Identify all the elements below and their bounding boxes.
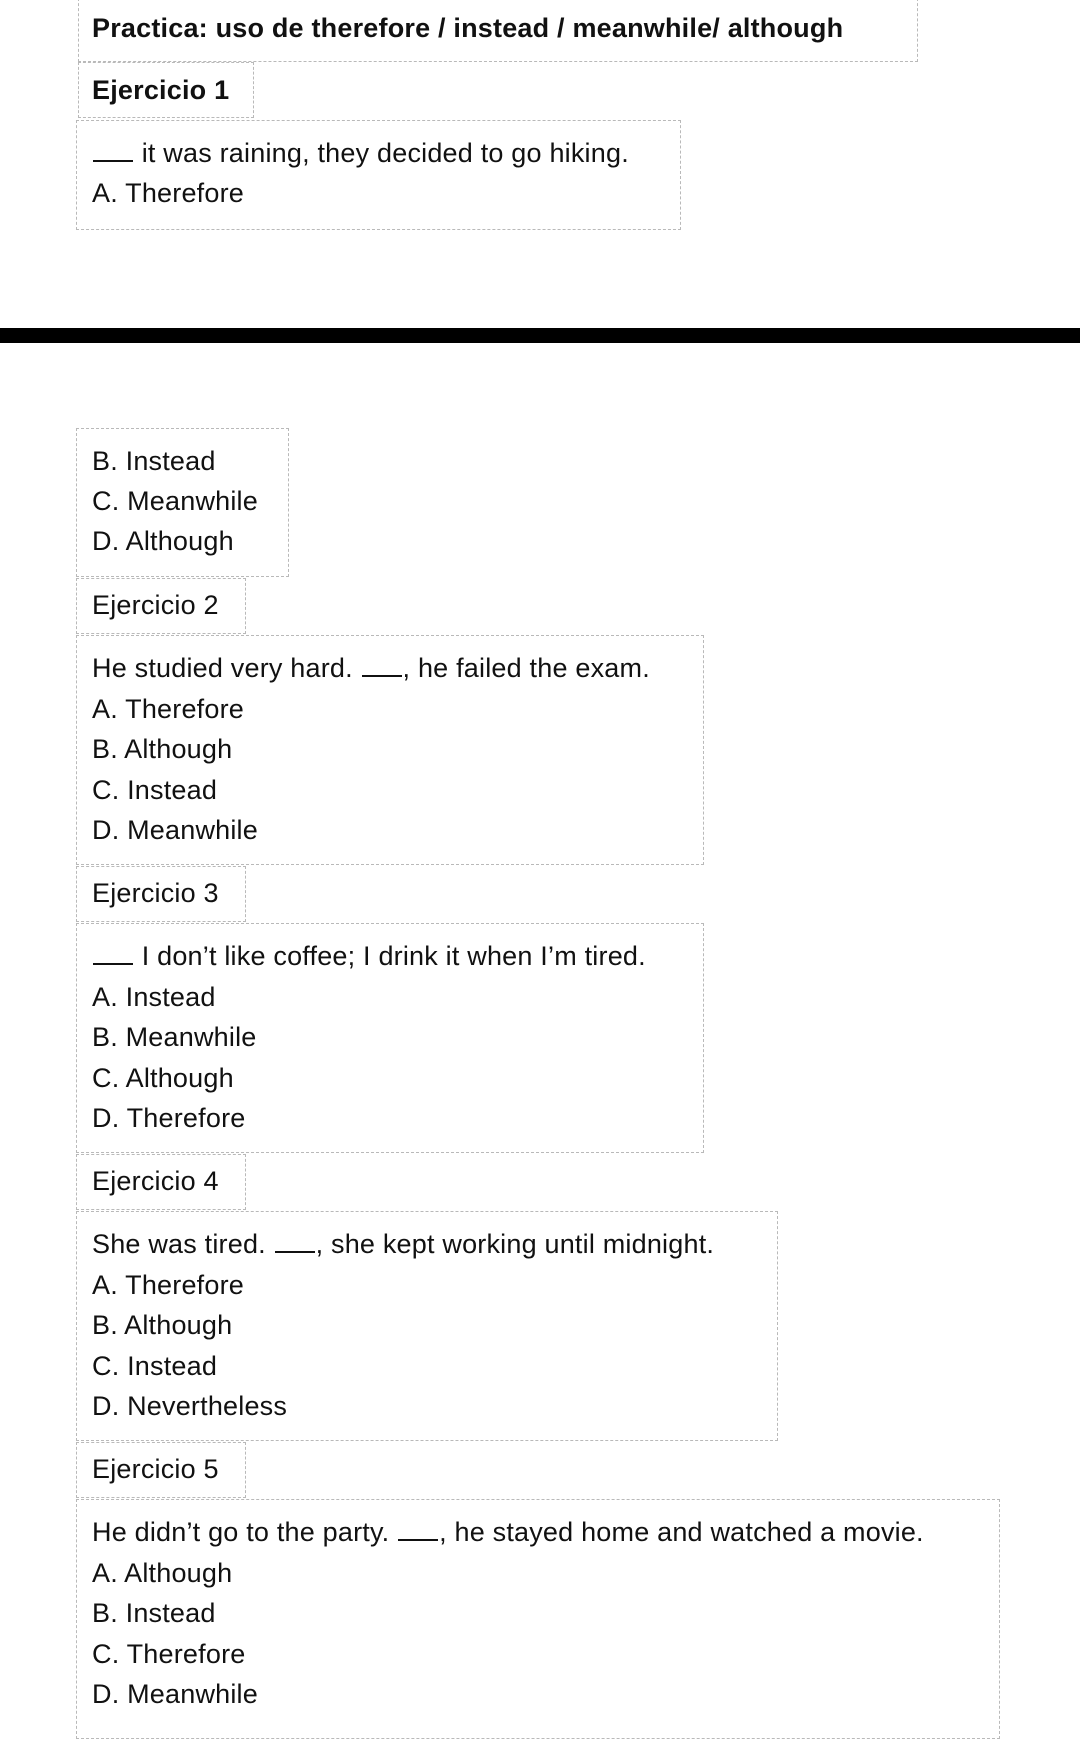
exercise-2-question <box>92 655 650 682</box>
exercise-4-heading: Ejercicio 4 <box>92 1166 219 1196</box>
page-break-divider <box>0 328 1080 343</box>
exercise-3-heading: Ejercicio 3 <box>92 878 219 908</box>
question-text-before: She was tired. <box>92 1229 274 1259</box>
exercise-1-heading: Ejercicio 1 <box>92 75 230 105</box>
exercise-5-question <box>92 1519 924 1546</box>
exercise-1-option-d: D. Although <box>92 526 234 556</box>
question-text-after: , he failed the exam. <box>402 653 650 683</box>
exercise-4-question <box>92 1231 714 1258</box>
exercise-1-option-a: A. Therefore <box>92 178 244 208</box>
exercise-1-option-b: B. Instead <box>92 446 216 476</box>
exercise-5-option-c: C. Therefore <box>92 1639 246 1669</box>
exercise-5-option-b: B. Instead <box>92 1598 216 1628</box>
exercise-1-option-c: C. Meanwhile <box>92 486 258 516</box>
exercise-3-option-b: B. Meanwhile <box>92 1022 257 1052</box>
exercise-3-option-d: D. Therefore <box>92 1103 246 1133</box>
exercise-5-heading: Ejercicio 5 <box>92 1454 219 1484</box>
exercise-4-option-d: D. Nevertheless <box>92 1391 288 1421</box>
question-text-after: , she kept working until midnight. <box>315 1229 715 1259</box>
question-text-before: He studied very hard. <box>92 653 361 683</box>
page-title: Practica: uso de therefore / instead / meanwhile/ although <box>92 13 844 43</box>
answer-blank <box>362 675 402 677</box>
exercise-5-option-a: A. Although <box>92 1558 233 1588</box>
question-text-after: I don’t like coffee; I drink it when I’m tired. <box>134 941 646 971</box>
exercise-3-option-c: C. Although <box>92 1063 234 1093</box>
exercise-2-option-c: C. Instead <box>92 775 218 805</box>
exercise-3-option-a: A. Instead <box>92 982 216 1012</box>
answer-blank <box>275 1251 315 1253</box>
exercise-3-question <box>92 943 646 970</box>
question-text-after: , he stayed home and watched a movie. <box>439 1517 924 1547</box>
exercise-2-option-b: B. Although <box>92 734 233 764</box>
exercise-2-option-a: A. Therefore <box>92 694 244 724</box>
question-text-before: He didn’t go to the party. <box>92 1517 398 1547</box>
exercise-4-option-b: B. Although <box>92 1310 233 1340</box>
answer-blank <box>93 160 133 162</box>
answer-blank <box>93 963 133 965</box>
answer-blank <box>398 1539 438 1541</box>
exercise-2-heading: Ejercicio 2 <box>92 590 219 620</box>
question-text-after: it was raining, they decided to go hiking. <box>134 138 629 168</box>
exercise-4-option-c: C. Instead <box>92 1351 218 1381</box>
exercise-5-option-d: D. Meanwhile <box>92 1679 258 1709</box>
exercise-2-option-d: D. Meanwhile <box>92 815 258 845</box>
exercise-1-question-box <box>76 120 681 230</box>
exercise-1-question <box>92 140 629 167</box>
exercise-4-option-a: A. Therefore <box>92 1270 244 1300</box>
